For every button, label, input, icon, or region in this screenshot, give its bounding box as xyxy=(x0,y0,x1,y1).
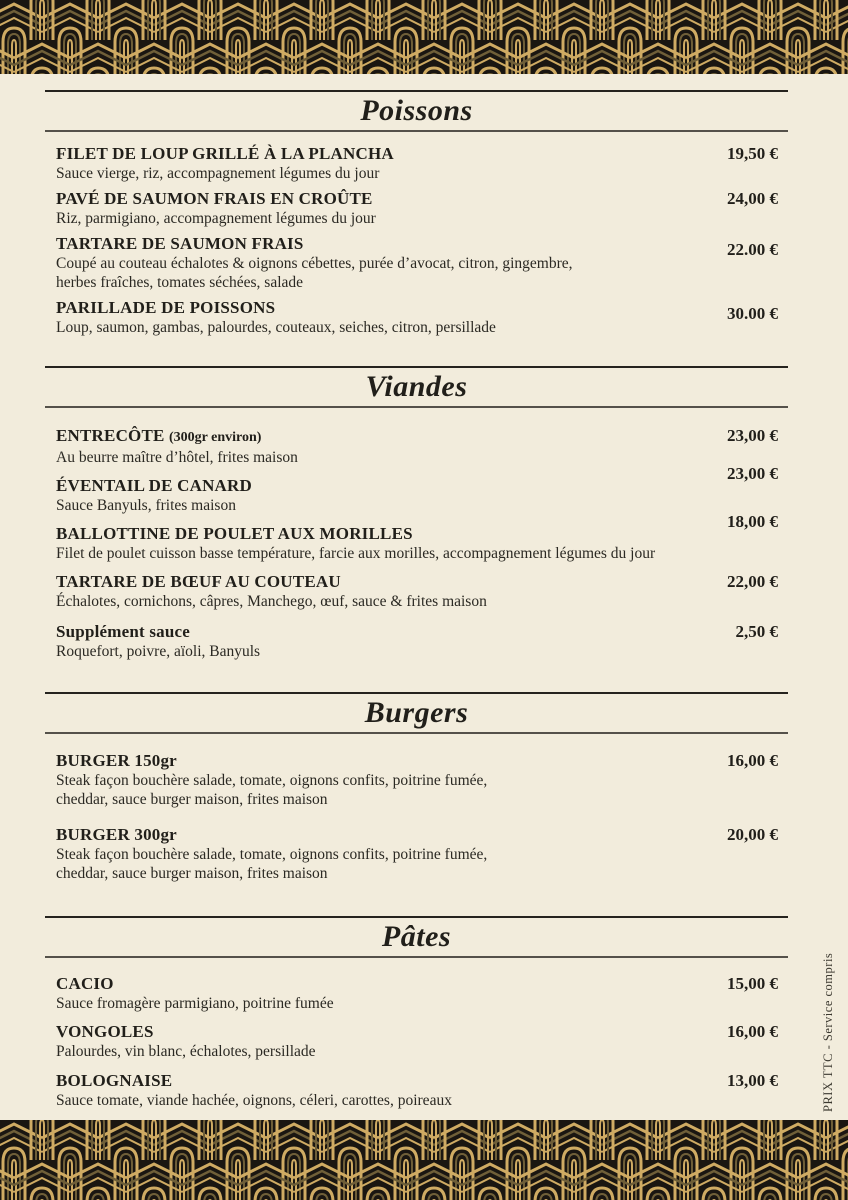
section-viandes xyxy=(45,366,788,661)
menu-item xyxy=(45,622,788,661)
price-notice-vertical: PRIX TTC - Service compris xyxy=(821,952,835,1112)
item-name: PAVÉ DE SAUMON FRAIS EN CROÛTE xyxy=(56,189,373,208)
item-name: PARILLADE DE POISSONS xyxy=(56,298,276,317)
section-title-viandes: Viandes xyxy=(365,370,468,403)
section-divider xyxy=(45,130,788,132)
description-line: Sauce tomate, viande hachée, oignons, céleri, carottes, poireaux xyxy=(56,1092,452,1109)
item-name: TARTARE DE SAUMON FRAIS xyxy=(56,234,304,253)
section-title-poissons: Poissons xyxy=(360,94,473,127)
section-divider xyxy=(45,732,788,734)
item-price: 23,00 € xyxy=(727,464,778,483)
section-poissons xyxy=(45,90,788,337)
item-price: 13,00 € xyxy=(727,1071,778,1090)
item-name: BALLOTTINE DE POULET AUX MORILLES xyxy=(56,524,413,543)
item-name: ÉVENTAIL DE CANARD xyxy=(56,476,252,495)
item-name: BOLOGNAISE xyxy=(56,1071,173,1090)
section-pates xyxy=(45,916,788,1110)
art-deco-border-bottom xyxy=(0,1120,848,1200)
item-name: FILET DE LOUP GRILLÉ À LA PLANCHA xyxy=(56,144,394,163)
section-divider xyxy=(45,916,788,918)
menu-content xyxy=(45,74,788,1110)
section-divider xyxy=(45,406,788,408)
menu-item xyxy=(45,1071,788,1110)
item-price: 16,00 € xyxy=(727,1022,778,1041)
item-price: 30.00 € xyxy=(727,304,778,323)
item-price: 18,00 € xyxy=(727,512,778,531)
item-name: Supplément sauce xyxy=(56,622,191,641)
item-name xyxy=(56,426,698,448)
item-name: BURGER 300gr xyxy=(56,825,177,844)
item-description xyxy=(56,592,698,611)
item-description xyxy=(56,771,698,809)
description-line: Sauce fromagère parmigiano, poitrine fumée xyxy=(56,995,334,1012)
description-line: Riz, parmigiano, accompagnement légumes du jour xyxy=(56,210,376,227)
item-name: TARTARE DE BŒUF AU COUTEAU xyxy=(56,572,341,591)
item-description xyxy=(56,496,698,515)
menu-item xyxy=(45,189,788,228)
item-name: BURGER 150gr xyxy=(56,751,177,770)
art-deco-border-top xyxy=(0,0,848,74)
item-price: 20,00 € xyxy=(727,825,778,844)
section-divider xyxy=(45,956,788,958)
menu-item xyxy=(45,572,788,611)
section-divider xyxy=(45,692,788,694)
description-line: Coupé au couteau échalotes & oignons cébettes, purée d’avocat, citron, gingembre, xyxy=(56,255,573,272)
menu-item xyxy=(45,234,788,292)
menu-item xyxy=(45,1022,788,1061)
item-description xyxy=(56,544,698,563)
section-title-burgers: Burgers xyxy=(364,696,469,729)
description-line: herbes fraîches, tomates séchées, salade xyxy=(56,274,304,291)
menu-item xyxy=(45,464,788,515)
item-description xyxy=(56,254,698,292)
description-line: cheddar, sauce burger maison, frites maison xyxy=(56,791,328,808)
menu-item xyxy=(45,825,788,883)
section-divider xyxy=(45,90,788,92)
item-description xyxy=(56,642,698,661)
description-line: Sauce vierge, riz, accompagnement légumes du jour xyxy=(56,165,380,182)
item-price: 16,00 € xyxy=(727,751,778,770)
description-line: Échalotes, cornichons, câpres, Manchego, œuf, sauce & frites maison xyxy=(56,593,487,610)
item-description xyxy=(56,994,698,1013)
description-line: Steak façon bouchère salade, tomate, oignons confits, poitrine fumée, xyxy=(56,846,488,863)
item-name: CACIO xyxy=(56,974,114,993)
section-burgers xyxy=(45,692,788,883)
description-line: Roquefort, poivre, aïoli, Banyuls xyxy=(56,643,261,660)
item-price: 19,50 € xyxy=(727,144,778,163)
item-description xyxy=(56,845,698,883)
description-line: Steak façon bouchère salade, tomate, oignons confits, poitrine fumée, xyxy=(56,772,488,789)
menu-item xyxy=(45,144,788,183)
item-description xyxy=(56,1042,698,1061)
section-divider xyxy=(45,366,788,368)
description-line: Sauce Banyuls, frites maison xyxy=(56,497,236,514)
menu-item xyxy=(45,426,788,467)
menu-item xyxy=(45,751,788,809)
section-title-pates: Pâtes xyxy=(381,920,452,953)
item-description xyxy=(56,1091,698,1110)
description-line: Loup, saumon, gambas, palourdes, couteaux, seiches, citron, persillade xyxy=(56,319,496,336)
item-name-text: ENTRECÔTE xyxy=(56,426,165,445)
item-price: 22.00 € xyxy=(727,240,778,259)
item-name: VONGOLES xyxy=(56,1022,154,1041)
item-description xyxy=(56,318,698,337)
item-price: 24,00 € xyxy=(727,189,778,208)
description-line: Filet de poulet cuisson basse température, farcie aux morilles, accompagnement légumes du jour xyxy=(56,545,656,562)
item-description xyxy=(56,164,698,183)
item-name-suffix: (300gr environ) xyxy=(169,430,262,445)
item-price: 23,00 € xyxy=(727,426,778,445)
item-description xyxy=(56,209,698,228)
item-description xyxy=(56,448,698,467)
description-line: cheddar, sauce burger maison, frites maison xyxy=(56,865,328,882)
description-line: Palourdes, vin blanc, échalotes, persillade xyxy=(56,1043,316,1060)
menu-item xyxy=(45,974,788,1013)
menu-item xyxy=(45,298,788,337)
item-price: 2,50 € xyxy=(735,622,778,641)
item-price: 15,00 € xyxy=(727,974,778,993)
item-price: 22,00 € xyxy=(727,572,778,591)
menu-item xyxy=(45,512,788,563)
description-line: Au beurre maître d’hôtel, frites maison xyxy=(56,449,298,466)
